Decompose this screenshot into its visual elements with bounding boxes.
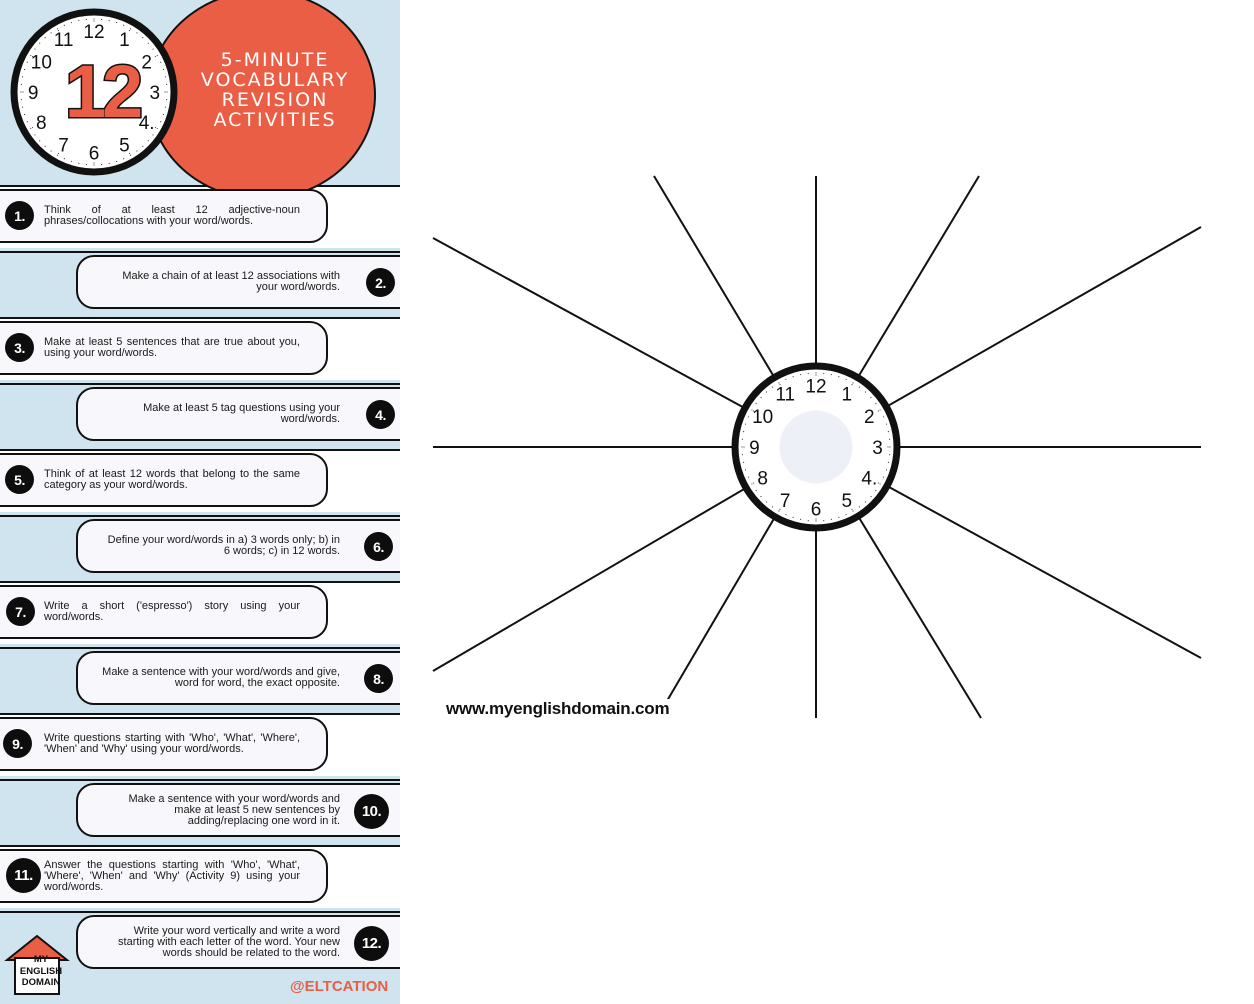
activity-number-12: 12.: [354, 926, 389, 961]
clock-number: 5: [841, 491, 853, 513]
activity-card-7: [0, 585, 328, 639]
activity-number-8: 8.: [364, 664, 393, 693]
activity-card-1: [0, 189, 328, 243]
title-line: 5-MINUTE: [220, 49, 330, 71]
activity-card-10: [76, 783, 400, 837]
clock-number: 4.: [138, 113, 155, 135]
activity-number-4: 4.: [366, 400, 395, 429]
activity-text: Answer the questions starting with 'Who', 'What', 'Where', 'When' and 'Why' (Activity 9) using your word/words.: [44, 858, 300, 893]
clock-number: 3: [872, 437, 883, 459]
activity-card-8: [76, 651, 400, 705]
activity-number-6: 6.: [364, 532, 393, 561]
activity-text: Make at least 5 sentences that are true about you, using your word/words.: [44, 336, 300, 359]
activity-text: Write questions starting with 'Who', 'What', 'Where', 'When' and 'Why' using your word/words.: [44, 732, 300, 755]
activity-text: Write your word vertically and write a word starting with each letter of the word. Your new words should be related to the word.: [118, 924, 340, 959]
activity-text: Write a short ('espresso') story using your word/words.: [44, 600, 300, 623]
social-handle: @ELTCATION: [290, 978, 389, 995]
clock-number: 9: [749, 437, 760, 459]
logo-text: [14, 954, 68, 989]
activity-card-2: [76, 255, 400, 309]
clock-number: 7: [58, 135, 69, 157]
clock-icon: [8, 6, 180, 178]
clock-number: 6: [88, 143, 100, 165]
logo-line: MY: [33, 954, 49, 965]
logo-line: DOMAIN: [21, 977, 61, 988]
clock-number: 11: [53, 30, 74, 52]
activity-number-7: 7.: [6, 597, 35, 626]
clock-number: 6: [810, 499, 822, 521]
activity-number-10: 10.: [354, 794, 389, 829]
clock-number: 8: [36, 113, 47, 135]
activity-card-11: [0, 849, 328, 903]
activity-number-5: 5.: [5, 465, 34, 494]
clock-number: 1: [841, 384, 853, 406]
activity-card-12: [76, 915, 400, 969]
activity-text: Make at least 5 tag questions using your word/words.: [143, 402, 340, 425]
website-url: www.myenglishdomain.com: [446, 699, 670, 718]
activity-card-9: [0, 717, 328, 771]
activity-number-3: 3.: [5, 333, 34, 362]
activity-card-3: [0, 321, 328, 375]
clock-number: 3: [149, 82, 161, 104]
activity-text: Think of at least 12 words that belong to the same category as your word/words.: [44, 468, 300, 491]
clock-number: 8: [757, 468, 768, 490]
activity-text: Think of at least 12 adjective-noun phrases/collocations with your word/words.: [44, 204, 300, 227]
clock-number: 2: [141, 52, 152, 74]
clock-number: 9: [27, 82, 39, 104]
activity-text: Make a sentence with your word/words and give, word for word, the exact opposite.: [102, 666, 340, 689]
logo-line: ENGLISH: [19, 965, 63, 977]
clock-number: 10: [30, 52, 52, 74]
clock-number: 4.: [861, 468, 878, 490]
page-title: [190, 50, 360, 130]
activity-text: Make a chain of at least 12 associations with your word/words.: [122, 270, 340, 293]
activity-number-1: 1.: [5, 201, 34, 230]
sunburst-worksheet: [400, 0, 1254, 760]
clock-number: 10: [752, 407, 774, 429]
title-line: REVISION: [221, 89, 329, 111]
title-line: VOCABULARY: [200, 69, 350, 91]
activity-card-6: [76, 519, 400, 573]
clock-number: 12: [83, 22, 105, 44]
clock-number: 11: [775, 384, 796, 406]
activity-number-11: 11.: [6, 858, 41, 893]
big-number-12: 12: [64, 50, 140, 133]
clock-center: [780, 411, 853, 484]
clock-number: 5: [119, 135, 130, 157]
activity-card-5: [0, 453, 328, 507]
activity-text: Define your word/words in a) 3 words only; b) in 6 words; c) in 12 words.: [107, 534, 340, 557]
activity-number-2: 2.: [366, 268, 395, 297]
clock-number: 1: [119, 30, 130, 52]
clock-number: 2: [864, 407, 875, 429]
activity-number-9: 9.: [3, 729, 32, 758]
activity-text: Make a sentence with your word/words and make at least 5 new sentences by adding/replacing one word in it.: [128, 792, 340, 827]
clock-number: 12: [805, 376, 827, 398]
title-line: ACTIVITIES: [213, 109, 337, 131]
clock-number: 7: [779, 491, 791, 513]
infographic-panel: [0, 0, 400, 1004]
activity-card-4: [76, 387, 400, 441]
